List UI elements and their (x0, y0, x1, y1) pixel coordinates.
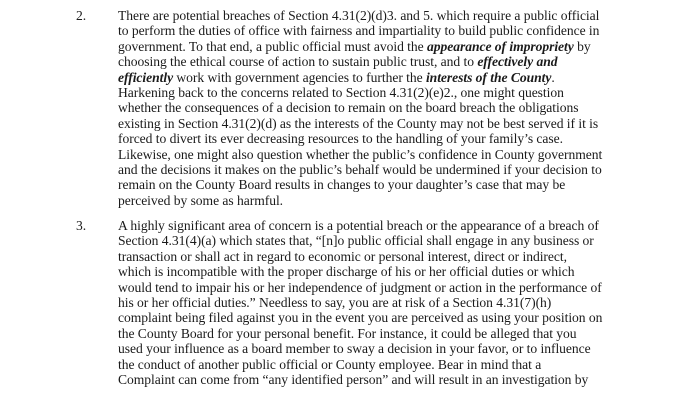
text-line (118, 310, 678, 325)
text-line (118, 39, 678, 54)
text-run: which is incompatible with the proper discharge of his or her official duties or which (118, 264, 575, 280)
text-run: and the decisions it makes on the public’s behalf would be undermined if your decision to (118, 162, 602, 178)
text-line (118, 264, 678, 279)
text-run: perceived by some as harmful. (118, 192, 284, 208)
text-line (118, 8, 678, 23)
paragraph-text (118, 8, 678, 208)
text-line (118, 116, 678, 131)
emphasized-text: appearance of impropriety (427, 38, 574, 54)
text-line (118, 233, 678, 248)
emphasized-text: interests of the County (425, 69, 552, 85)
text-run: work with government agencies to further the (173, 69, 426, 85)
text-run: Harkening back to the concerns related to Section 4.31(2)(e)2., one might question (118, 85, 564, 101)
text-run: choosing the ethical course of action to sustain public trust, and to (118, 54, 478, 70)
text-run: would tend to impair his or her independence of judgment or action in the performance of (118, 279, 602, 295)
text-line (118, 147, 678, 162)
emphasized-text: efficiently (118, 69, 174, 85)
text-line (118, 341, 678, 356)
text-run: by (573, 38, 591, 54)
text-line (118, 295, 678, 310)
text-run: to perform the duties of office with fairness and impartiality to build public confidence in (118, 23, 600, 39)
text-run: remain on the County Board results in changes to your daughter’s case that may be (118, 177, 566, 193)
text-line (118, 131, 678, 146)
text-run: existing in Section 4.31(2)(d) as the interests of the County may not be best served if it is (118, 115, 599, 131)
emphasized-text: effectively and (477, 54, 558, 70)
text-run: used your influence as a board member to sway a decision in your favor, or to influence (118, 341, 591, 357)
text-run: whether the consequences of a decision to remain on the board breach the obligations (118, 100, 579, 116)
paragraph-number: 2. (76, 8, 87, 23)
text-line (118, 280, 678, 295)
text-line (118, 85, 678, 100)
text-run: the County Board for your personal benefit. For instance, it could be alleged that you (118, 325, 577, 341)
text-run: Likewise, one might also question whether the public’s confidence in County government (118, 146, 603, 162)
text-line (118, 357, 678, 372)
text-line (118, 23, 678, 38)
text-line (118, 100, 678, 115)
text-line (118, 70, 678, 85)
text-line (118, 193, 678, 208)
text-line (118, 326, 678, 341)
text-run: Complaint can come from “any identified person” and will result in an investigation by (118, 372, 589, 388)
text-line (118, 249, 678, 264)
text-line (118, 218, 678, 233)
text-run: forced to divert its ever decreasing resources to the handling of your family’s case. (118, 131, 563, 147)
text-run: A highly significant area of concern is a potential breach or the appearance of a breach of (118, 218, 599, 233)
text-run: his or her official duties.” Needless to say, you are at risk of a Section 4.31(7)(h) (118, 295, 552, 311)
text-run: There are potential breaches of Section 4.31(2)(d)3. and 5. which require a public official (118, 8, 600, 23)
paragraph-text (118, 218, 678, 387)
text-run: complaint being filed against you in the event you are perceived as using your position on (118, 310, 603, 326)
text-run: transaction or shall act in regard to economic or personal interest, direct or indirect, (118, 248, 567, 264)
text-run: Section 4.31(4)(a) which states that, “[n]o public official shall engage in any business or (118, 233, 594, 249)
text-line (118, 162, 678, 177)
text-line (118, 54, 678, 69)
text-run: the conduct of another public official or County employee. Bear in mind that a (118, 356, 542, 372)
text-line (118, 372, 678, 387)
text-run: . (551, 69, 555, 85)
paragraph-number: 3. (76, 218, 87, 233)
text-run: government. To that end, a public official must avoid the (118, 38, 427, 54)
text-line (118, 177, 678, 192)
